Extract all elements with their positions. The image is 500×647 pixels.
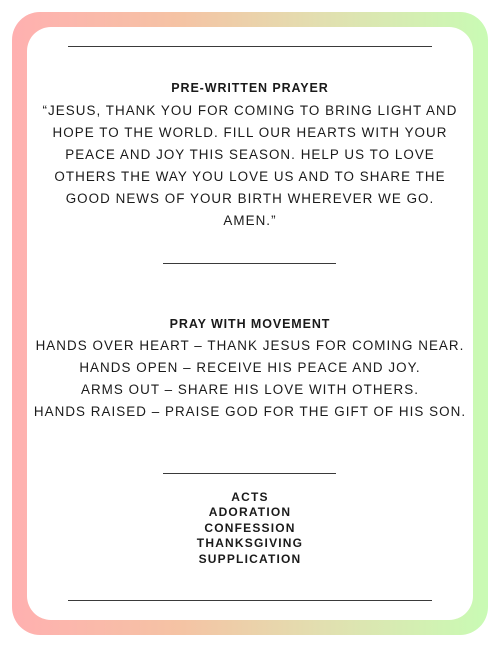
acts-list <box>0 490 500 567</box>
prayer-line: AMEN.” <box>223 213 277 228</box>
prayer-line: OTHERS THE WAY YOU LOVE US AND TO SHARE THE <box>54 169 446 184</box>
bottom-divider <box>68 600 432 601</box>
movement-line: ARMS OUT – SHARE HIS LOVE WITH OTHERS. <box>80 382 419 397</box>
movement-text <box>0 335 500 423</box>
movement-line: HANDS OVER HEART – THANK JESUS FOR COMING NEAR. <box>35 338 465 353</box>
prayer-line: HOPE TO THE WORLD. FILL OUR HEARTS WITH YOUR <box>52 125 448 140</box>
acts-item: CONFESSION <box>204 520 296 535</box>
prayer-line: PEACE AND JOY THIS SEASON. HELP US TO LOVE <box>65 147 435 162</box>
movement-heading: PRAY WITH MOVEMENT <box>169 317 331 331</box>
acts-item: THANKSGIVING <box>196 536 304 551</box>
section-divider <box>163 473 336 474</box>
movement-line: HANDS OPEN – RECEIVE HIS PEACE AND JOY. <box>79 360 421 375</box>
prayer-line: GOOD NEWS OF YOUR BIRTH WHEREVER WE GO. <box>65 191 435 206</box>
movement-line: HANDS RAISED – PRAISE GOD FOR THE GIFT OF HIS SON. <box>33 404 467 419</box>
prayer-text <box>0 100 500 232</box>
acts-item: SUPPLICATION <box>198 551 302 566</box>
section-divider <box>163 263 336 264</box>
prayer-line: “JESUS, THANK YOU FOR COMING TO BRING LIGHT AND <box>42 103 458 118</box>
acts-item: ADORATION <box>208 505 292 520</box>
top-divider <box>68 46 432 47</box>
prayer-heading: PRE-WRITTEN PRAYER <box>171 81 329 95</box>
acts-title: ACTS <box>231 490 269 504</box>
